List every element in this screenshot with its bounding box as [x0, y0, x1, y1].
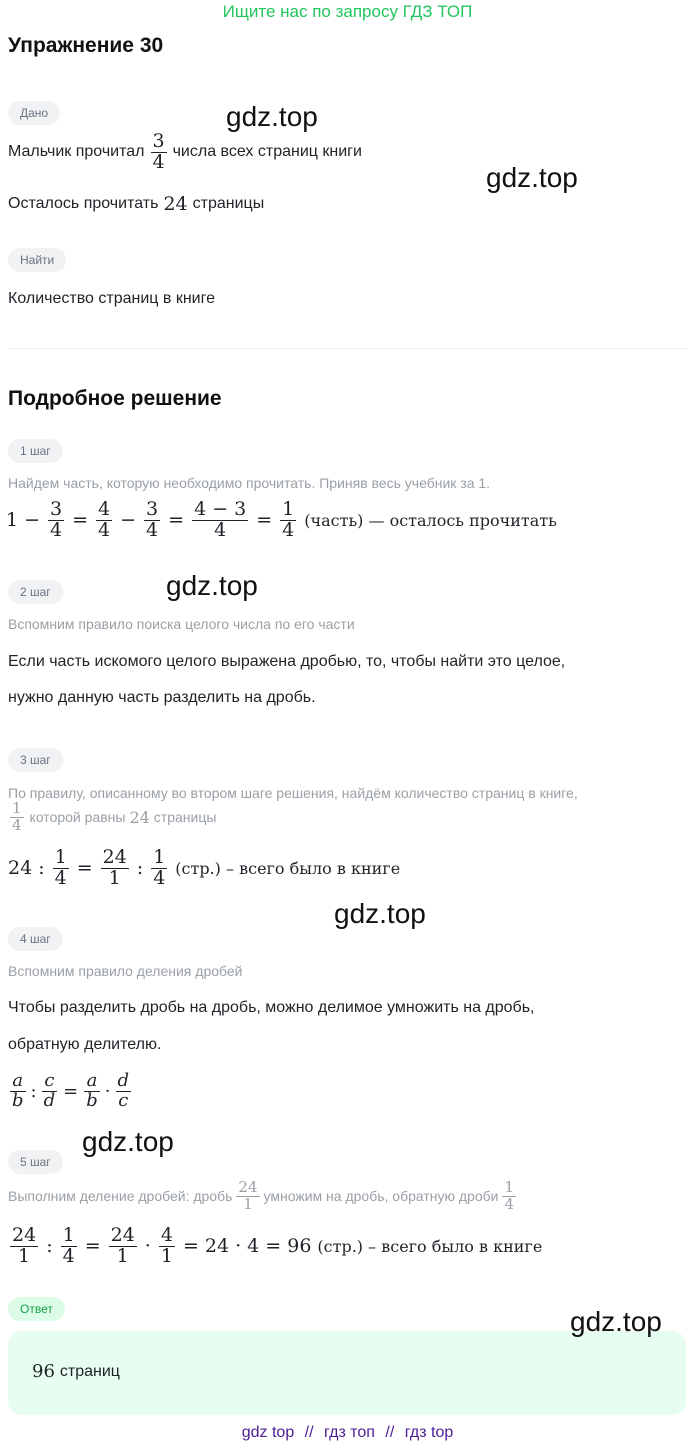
step-1-expression — [6, 500, 557, 541]
given-line-1-before: Мальчик прочитал — [8, 143, 145, 161]
fraction-numerator: 1 — [153, 846, 166, 868]
fraction-denominator: 1 — [160, 1244, 173, 1267]
fraction-denominator: 4 — [282, 518, 295, 541]
step-2-line-2: нужно данную часть разделить на дробь. — [8, 689, 316, 706]
fraction-denominator: 4 — [62, 1244, 75, 1267]
fraction-denominator: 4 — [12, 815, 22, 834]
colon-sign: : — [30, 1080, 37, 1102]
colon-sign: : — [38, 857, 45, 880]
fraction-denominator: 4 — [54, 866, 67, 889]
watermark: gdz.top — [334, 898, 426, 929]
fraction-denominator: b — [86, 1089, 98, 1111]
answer-label: Ответ — [8, 1297, 65, 1321]
watermark: gdz.top — [486, 162, 578, 193]
fraction — [116, 1072, 132, 1111]
fraction-numerator: 4 − 3 — [194, 498, 247, 520]
fraction-denominator: 1 — [108, 866, 121, 889]
fraction — [10, 1072, 26, 1111]
given-line-2-number: 24 — [163, 193, 188, 215]
solution-title: Подробное решение — [8, 387, 222, 410]
given-fraction — [151, 132, 167, 173]
step-5-description — [8, 1180, 518, 1213]
step-3-expression — [8, 848, 400, 889]
fraction-numerator: a — [84, 1072, 100, 1092]
step-2-description: Вспомним правило поиска целого числа по его части — [8, 616, 355, 632]
fraction — [144, 500, 160, 541]
fraction-numerator: 1 — [504, 1178, 515, 1196]
colon-sign: : — [46, 1235, 53, 1258]
footer-separator: // — [385, 1424, 395, 1441]
fraction-numerator: 3 — [146, 498, 159, 520]
fraction-denominator: 4 — [504, 1194, 515, 1213]
given-line-2-after: страницы — [192, 195, 265, 212]
fraction-numerator: 3 — [50, 498, 63, 520]
fraction-numerator: 1 — [282, 498, 295, 520]
equals-sign: = — [182, 1235, 199, 1258]
equals-sign: = — [168, 509, 185, 532]
fraction — [53, 848, 69, 889]
step-3-desc-after: страницы — [153, 809, 217, 826]
step-3-desc-mid: которой равны — [29, 809, 126, 826]
fraction-numerator: 1 — [54, 846, 67, 868]
step-2-label: 2 шаг — [8, 580, 63, 604]
fraction — [42, 1072, 58, 1111]
step-4-line-2: обратную делителю. — [8, 1036, 162, 1053]
find-label: Найти — [8, 248, 66, 272]
fraction-denominator: 4 — [50, 518, 63, 541]
fraction — [151, 848, 167, 889]
watermark: gdz.top — [226, 101, 318, 132]
fraction-denominator: 4 — [153, 866, 166, 889]
fraction — [96, 500, 112, 541]
fraction — [101, 848, 129, 889]
fraction-denominator: 4 — [98, 518, 111, 541]
watermark: gdz.top — [570, 1306, 662, 1337]
step-3-tail: (стр.) – всего было в книге — [175, 858, 401, 878]
footer-link-gdz-top-mixed[interactable]: гдз top — [404, 1424, 454, 1441]
top-banner: Ищите нас по запросу ГДЗ ТОП — [222, 2, 473, 21]
step-3-desc-number: 24 — [129, 807, 150, 827]
fraction-numerator: 1 — [12, 799, 22, 817]
step-5-desc-before: Выполним деление дробей: дробь — [8, 1188, 233, 1205]
step-1-one: 1 — [6, 509, 19, 532]
given-label: Дано — [8, 101, 60, 125]
page-title: Упражнение 30 — [8, 34, 164, 57]
step-4-description: Вспомним правило деления дробей — [8, 963, 243, 979]
fraction — [236, 1180, 259, 1213]
step-1-label: 1 шаг — [8, 439, 63, 463]
fraction-denominator: c — [118, 1089, 129, 1111]
step-3-number: 24 — [8, 857, 33, 880]
answer-unit: страниц — [59, 1362, 120, 1380]
fraction — [192, 500, 248, 541]
fraction-denominator: 1 — [116, 1244, 129, 1267]
fraction-numerator: a — [10, 1072, 26, 1092]
step-5-expression-tail: 24 · 4 = 96 — [204, 1235, 312, 1258]
equals-sign: = — [84, 1235, 101, 1258]
equals-sign: = — [63, 1080, 79, 1102]
step-4-line-1: Чтобы разделить дробь на дробь, можно делимое умножить на дробь, — [8, 999, 535, 1016]
step-1-description: Найдем часть, которую необходимо прочитать. Приняв весь учебник за 1. — [8, 475, 491, 491]
fraction-numerator: c — [42, 1072, 58, 1092]
step-5-expression — [8, 1226, 542, 1267]
fraction-numerator: d — [117, 1070, 130, 1091]
fraction-denominator: 4 — [146, 518, 159, 541]
section-divider — [8, 348, 688, 349]
footer-link-gdz-top-ru[interactable]: гдз топ — [324, 1424, 375, 1441]
fraction-denominator: 4 — [214, 518, 227, 541]
fraction-numerator: 4 — [98, 498, 111, 520]
minus-sign: − — [120, 509, 137, 532]
fraction-numerator: 1 — [62, 1224, 75, 1246]
fraction — [10, 1226, 38, 1267]
step-3-description-1: По правилу, описанному во втором шаге решения, найдём количество страниц в книге, — [8, 785, 578, 801]
fraction — [280, 500, 296, 541]
answer-number: 96 — [32, 1361, 55, 1382]
fraction-numerator: 24 — [238, 1178, 258, 1196]
fraction-numerator: 24 — [110, 1224, 135, 1246]
colon-sign: : — [136, 857, 144, 880]
fraction — [10, 801, 24, 834]
step-5-desc-mid: умножим на дробь, обратную дроби — [263, 1188, 499, 1205]
answer-text — [32, 1361, 120, 1382]
given-line-2 — [8, 193, 264, 215]
step-3-description-2 — [8, 801, 216, 834]
fraction-denominator: 4 — [152, 150, 165, 173]
dot-sign: · — [104, 1080, 111, 1102]
equals-sign: = — [256, 509, 273, 532]
step-4-formula — [8, 1072, 133, 1111]
fraction — [84, 1072, 100, 1111]
step-4-label: 4 шаг — [8, 927, 63, 951]
watermark: gdz.top — [82, 1126, 174, 1157]
fraction — [159, 1226, 175, 1267]
fraction — [502, 1180, 516, 1213]
fraction-denominator: 1 — [243, 1194, 253, 1213]
dot-sign: · — [144, 1235, 151, 1258]
fraction-denominator: b — [12, 1089, 24, 1111]
equals-sign: = — [76, 857, 93, 880]
given-line-2-before: Осталось прочитать — [8, 195, 159, 212]
given-line-1 — [8, 132, 362, 173]
footer-links — [0, 1424, 695, 1442]
step-1-tail: (часть) — осталось прочитать — [304, 510, 557, 530]
fraction-numerator: 3 — [152, 130, 165, 152]
fraction — [109, 1226, 137, 1267]
fraction-numerator: 24 — [12, 1224, 37, 1246]
fraction — [48, 500, 64, 541]
watermark: gdz.top — [166, 570, 258, 601]
fraction-numerator: 4 — [160, 1224, 173, 1246]
fraction — [61, 1226, 77, 1267]
given-line-1-after: числа всех страниц книги — [172, 143, 362, 161]
minus-sign: − — [24, 509, 41, 532]
fraction-denominator: d — [43, 1089, 56, 1111]
step-5-label: 5 шаг — [8, 1150, 63, 1174]
step-2-line-1: Если часть искомого целого выражена дробью, то, чтобы найти это целое, — [8, 653, 566, 670]
find-text: Количество страниц в книге — [8, 290, 215, 307]
fraction-numerator: 24 — [102, 846, 127, 868]
fraction-denominator: 1 — [18, 1244, 31, 1267]
step-5-tail: (стр.) – всего было в книге — [317, 1236, 543, 1256]
footer-link-gdz-top[interactable]: gdz top — [241, 1424, 295, 1441]
step-3-label: 3 шаг — [8, 748, 63, 772]
footer-separator: // — [304, 1424, 314, 1441]
equals-sign: = — [72, 509, 89, 532]
